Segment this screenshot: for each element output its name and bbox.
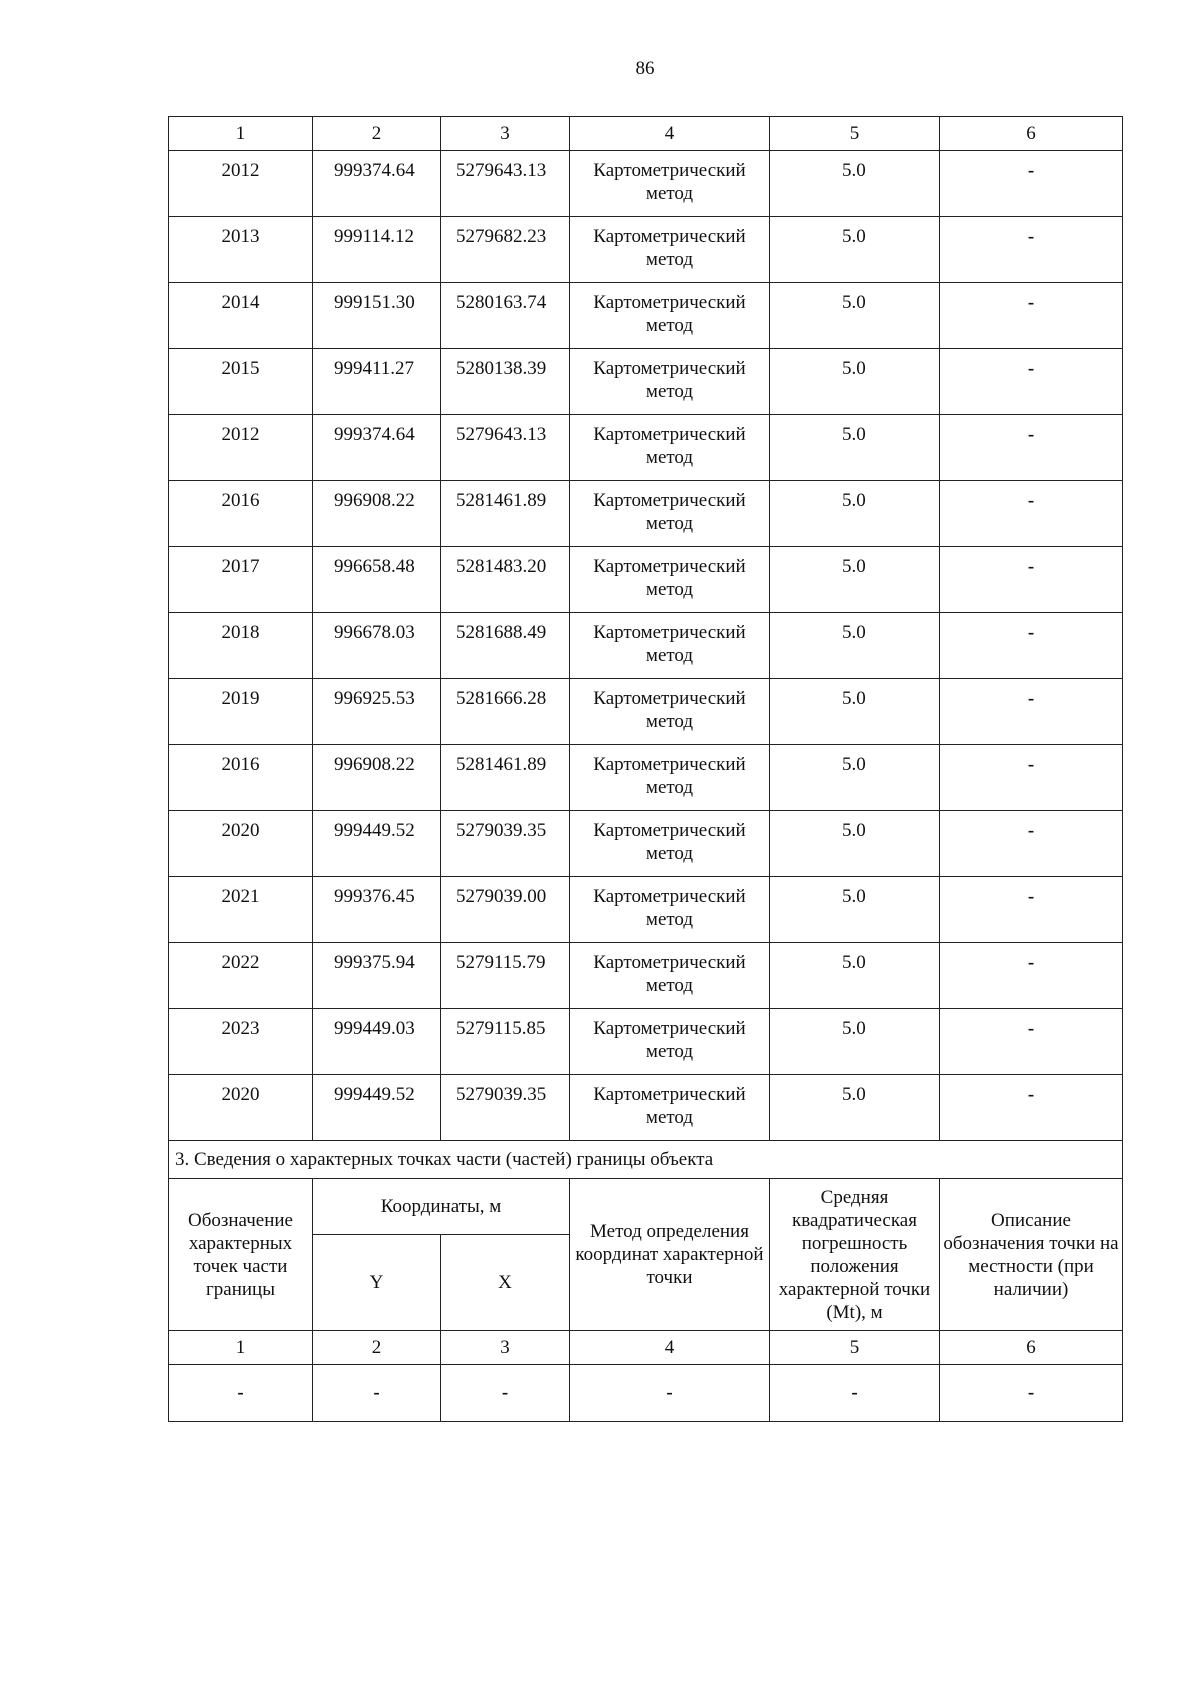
accuracy-cell: 5.0 xyxy=(770,613,940,679)
empty-cell: - xyxy=(169,1365,313,1422)
header-coordinates: Координаты, м xyxy=(313,1179,570,1235)
description-cell: - xyxy=(940,349,1123,415)
section-3-title: 3. Сведения о характерных точках части (частей) границы объекта xyxy=(169,1141,1123,1179)
y-coordinate-cell: 999411.27 xyxy=(313,349,441,415)
accuracy-cell: 5.0 xyxy=(770,943,940,1009)
method-cell: Картометрический метод xyxy=(570,679,770,745)
method-cell: Картометрический метод xyxy=(570,877,770,943)
y-coordinate-cell: 999376.45 xyxy=(313,877,441,943)
description-cell: - xyxy=(940,481,1123,547)
table-row xyxy=(169,1009,1123,1075)
section-3-column-number-row xyxy=(169,1331,1123,1365)
description-cell: - xyxy=(940,1009,1123,1075)
column-number: 5 xyxy=(770,1331,940,1365)
method-cell: Картометрический метод xyxy=(570,943,770,1009)
empty-cell: - xyxy=(313,1365,441,1422)
method-cell: Картометрический метод xyxy=(570,745,770,811)
method-cell: Картометрический метод xyxy=(570,151,770,217)
x-coordinate-cell: 5281666.28 xyxy=(441,679,570,745)
table-row xyxy=(169,151,1123,217)
accuracy-cell: 5.0 xyxy=(770,481,940,547)
description-cell: - xyxy=(940,547,1123,613)
point-cell: 2014 xyxy=(169,283,313,349)
x-coordinate-cell: 5280138.39 xyxy=(441,349,570,415)
description-cell: - xyxy=(940,811,1123,877)
x-coordinate-cell: 5280163.74 xyxy=(441,283,570,349)
section-3-empty-row xyxy=(169,1365,1123,1422)
table-row xyxy=(169,481,1123,547)
x-coordinate-cell: 5281461.89 xyxy=(441,745,570,811)
y-coordinate-cell: 999374.64 xyxy=(313,415,441,481)
table-row xyxy=(169,877,1123,943)
header-accuracy: Средняя квадратическая погрешность положения характерной точки (Mt), м xyxy=(770,1179,940,1331)
accuracy-cell: 5.0 xyxy=(770,1075,940,1141)
point-cell: 2021 xyxy=(169,877,313,943)
method-cell: Картометрический метод xyxy=(570,415,770,481)
point-cell: 2015 xyxy=(169,349,313,415)
x-coordinate-cell: 5281483.20 xyxy=(441,547,570,613)
accuracy-cell: 5.0 xyxy=(770,217,940,283)
column-number: 6 xyxy=(940,117,1123,151)
point-cell: 2019 xyxy=(169,679,313,745)
point-cell: 2018 xyxy=(169,613,313,679)
column-number: 3 xyxy=(441,1331,570,1365)
method-cell: Картометрический метод xyxy=(570,613,770,679)
method-cell: Картометрический метод xyxy=(570,1009,770,1075)
x-coordinate-cell: 5279643.13 xyxy=(441,151,570,217)
y-coordinate-cell: 996908.22 xyxy=(313,481,441,547)
point-cell: 2022 xyxy=(169,943,313,1009)
empty-cell: - xyxy=(441,1365,570,1422)
accuracy-cell: 5.0 xyxy=(770,415,940,481)
description-cell: - xyxy=(940,877,1123,943)
method-cell: Картометрический метод xyxy=(570,547,770,613)
method-cell: Картометрический метод xyxy=(570,283,770,349)
header-y: Y xyxy=(313,1235,441,1331)
column-number: 2 xyxy=(313,117,441,151)
table-row xyxy=(169,349,1123,415)
column-number: 6 xyxy=(940,1331,1123,1365)
table-row xyxy=(169,217,1123,283)
table-row xyxy=(169,811,1123,877)
y-coordinate-cell: 999114.12 xyxy=(313,217,441,283)
y-coordinate-cell: 996925.53 xyxy=(313,679,441,745)
x-coordinate-cell: 5281688.49 xyxy=(441,613,570,679)
description-cell: - xyxy=(940,679,1123,745)
accuracy-cell: 5.0 xyxy=(770,745,940,811)
description-cell: - xyxy=(940,283,1123,349)
point-cell: 2020 xyxy=(169,811,313,877)
page-number: 86 xyxy=(635,58,655,79)
description-cell: - xyxy=(940,613,1123,679)
y-coordinate-cell: 999449.52 xyxy=(313,811,441,877)
x-coordinate-cell: 5279039.00 xyxy=(441,877,570,943)
y-coordinate-cell: 999374.64 xyxy=(313,151,441,217)
table-row xyxy=(169,1075,1123,1141)
table-row xyxy=(169,679,1123,745)
method-cell: Картометрический метод xyxy=(570,481,770,547)
column-number: 2 xyxy=(313,1331,441,1365)
table-row xyxy=(169,415,1123,481)
accuracy-cell: 5.0 xyxy=(770,811,940,877)
column-number-row xyxy=(169,117,1123,151)
accuracy-cell: 5.0 xyxy=(770,283,940,349)
header-x: X xyxy=(441,1235,570,1331)
x-coordinate-cell: 5279115.85 xyxy=(441,1009,570,1075)
accuracy-cell: 5.0 xyxy=(770,679,940,745)
column-number: 4 xyxy=(570,117,770,151)
y-coordinate-cell: 999449.52 xyxy=(313,1075,441,1141)
point-cell: 2020 xyxy=(169,1075,313,1141)
y-coordinate-cell: 996908.22 xyxy=(313,745,441,811)
accuracy-cell: 5.0 xyxy=(770,1009,940,1075)
section-3-title-row xyxy=(169,1141,1123,1179)
accuracy-cell: 5.0 xyxy=(770,877,940,943)
y-coordinate-cell: 999151.30 xyxy=(313,283,441,349)
table-row xyxy=(169,547,1123,613)
description-cell: - xyxy=(940,1075,1123,1141)
section-3-header-row xyxy=(169,1179,1123,1235)
point-cell: 2016 xyxy=(169,481,313,547)
point-cell: 2016 xyxy=(169,745,313,811)
table-row xyxy=(169,943,1123,1009)
empty-cell: - xyxy=(570,1365,770,1422)
y-coordinate-cell: 999375.94 xyxy=(313,943,441,1009)
method-cell: Картометрический метод xyxy=(570,217,770,283)
x-coordinate-cell: 5279115.79 xyxy=(441,943,570,1009)
boundary-points-table xyxy=(168,116,1123,1422)
description-cell: - xyxy=(940,943,1123,1009)
table-row xyxy=(169,613,1123,679)
header-description: Описание обозначения точки на местности (при наличии) xyxy=(940,1179,1123,1331)
y-coordinate-cell: 999449.03 xyxy=(313,1009,441,1075)
x-coordinate-cell: 5279643.13 xyxy=(441,415,570,481)
description-cell: - xyxy=(940,745,1123,811)
method-cell: Картометрический метод xyxy=(570,349,770,415)
point-cell: 2013 xyxy=(169,217,313,283)
header-designation: Обозначение характерных точек части границы xyxy=(169,1179,313,1331)
table-row xyxy=(169,745,1123,811)
column-number: 4 xyxy=(570,1331,770,1365)
empty-cell: - xyxy=(770,1365,940,1422)
point-cell: 2017 xyxy=(169,547,313,613)
accuracy-cell: 5.0 xyxy=(770,349,940,415)
accuracy-cell: 5.0 xyxy=(770,151,940,217)
point-cell: 2012 xyxy=(169,415,313,481)
column-number: 1 xyxy=(169,1331,313,1365)
y-coordinate-cell: 996658.48 xyxy=(313,547,441,613)
table-row xyxy=(169,283,1123,349)
column-number: 5 xyxy=(770,117,940,151)
point-cell: 2023 xyxy=(169,1009,313,1075)
method-cell: Картометрический метод xyxy=(570,811,770,877)
description-cell: - xyxy=(940,151,1123,217)
header-method: Метод определения координат характерной точки xyxy=(570,1179,770,1331)
x-coordinate-cell: 5279039.35 xyxy=(441,811,570,877)
x-coordinate-cell: 5281461.89 xyxy=(441,481,570,547)
description-cell: - xyxy=(940,415,1123,481)
description-cell: - xyxy=(940,217,1123,283)
empty-cell: - xyxy=(940,1365,1123,1422)
x-coordinate-cell: 5279682.23 xyxy=(441,217,570,283)
point-cell: 2012 xyxy=(169,151,313,217)
method-cell: Картометрический метод xyxy=(570,1075,770,1141)
column-number: 3 xyxy=(441,117,570,151)
y-coordinate-cell: 996678.03 xyxy=(313,613,441,679)
column-number: 1 xyxy=(169,117,313,151)
x-coordinate-cell: 5279039.35 xyxy=(441,1075,570,1141)
accuracy-cell: 5.0 xyxy=(770,547,940,613)
